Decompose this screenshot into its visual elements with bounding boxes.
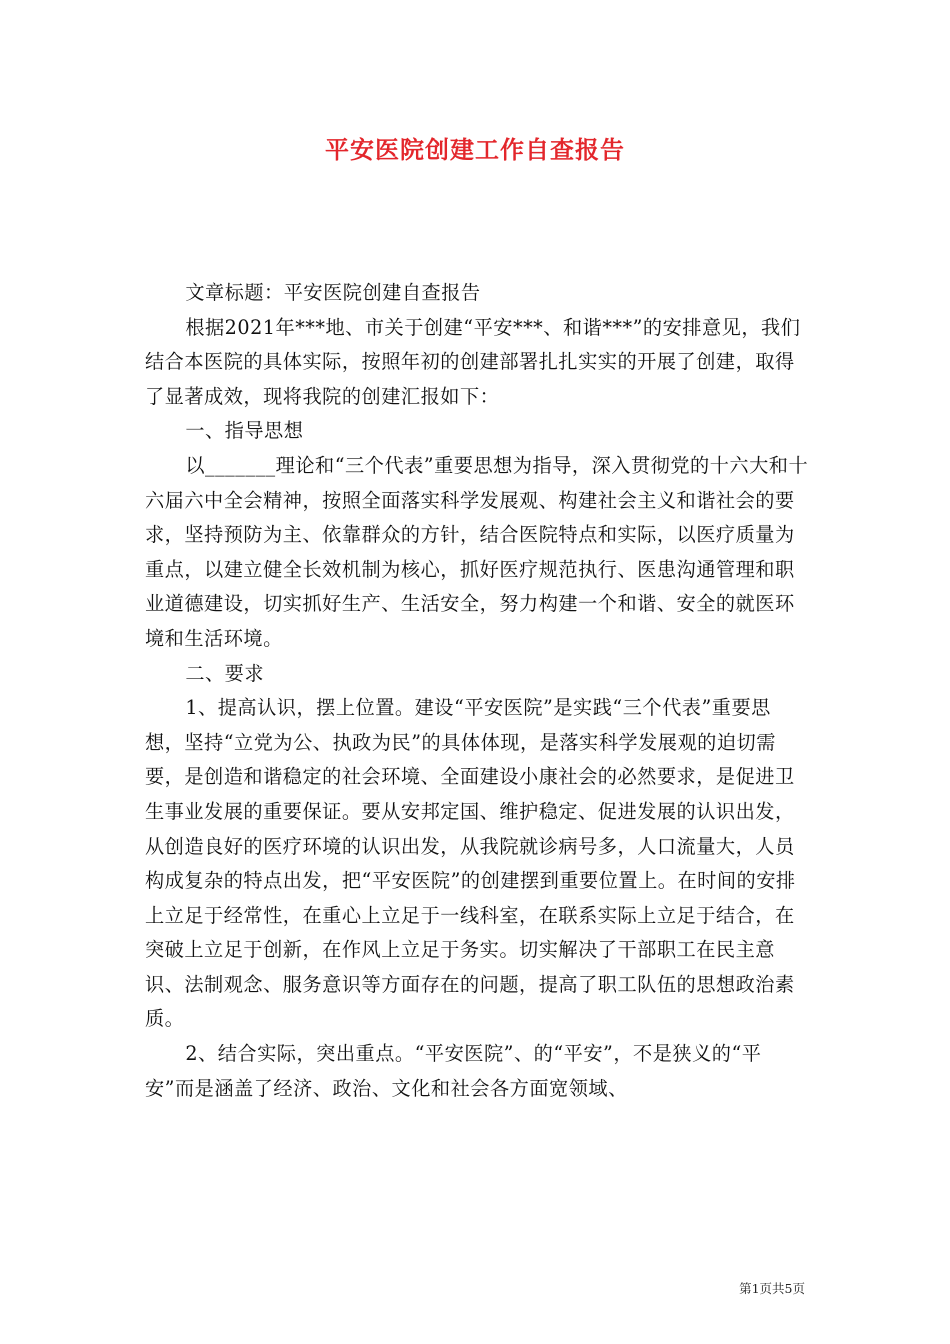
requirement-1-paragraph: 1、提高认识，摆上位置。建设“平安医院”是实践“三个代表”重要思想，坚持“立党为公、执政为民”的具体体现，是落实科学发展观的迫切需要，是创造和谐稳定的社会环境、全面建设小康社会的必然要求，是促进卫生事业发展的重要保证。要从安邦定国、维护稳定、促进发展的认识出发，从创造良好的医疗环境的认识出发，从我院就诊病号多，人口流量大，人员构成复杂的特点出发，把“平安医院”的创建摆到重要位置上。在时间的安排上立足于经常性，在重心上立足于一线科室，在联系实际上立足于结合，在突破上立足于创新，在作风上立足于务实。切实解决了干部职工在民主意识、法制观念、服务意识等方面存在的问题，提高了职工队伍的思想政治素质。 — [145, 696, 796, 1031]
section-heading-guiding-ideology: 一、指导思想 — [185, 419, 304, 443]
requirement-2-paragraph: 2、结合实际，突出重点。“平安医院”、的“平安”，不是狭义的“平安”而是涵盖了经济、政治、文化和社会各方面宽领域、 — [145, 1042, 762, 1100]
section-heading-requirements: 二、要求 — [185, 661, 265, 685]
article-title-line: 文章标题：平安医院创建自查报告 — [185, 281, 481, 304]
intro-paragraph: 根据2021年***地、市关于创建“平安***、和谐***”的安排意见，我们结合本医院的具体实际，按照年初的创建部署扎扎实实的开展了创建，取得了显著成效，现将我院的创建汇报如下： — [145, 315, 801, 408]
document-body — [145, 276, 810, 1106]
guiding-ideology-paragraph: 以_______理论和“三个代表”重要思想为指导，深入贯彻党的十六大和十六届六中全会精神，按照全面落实科学发展观、构建社会主义和谐社会的要求，坚持预防为主、依靠群众的方针，结合医院特点和实际，以医疗质量为重点，以建立健全长效机制为核心，抓好医疗规范执行、医患沟通管理和职业道德建设，切实抓好生产、生活安全，努力构建一个和谐、安全的就医环境和生活环境。 — [145, 453, 809, 650]
document-title: 平安医院创建工作自查报告 — [325, 135, 625, 164]
page-number: 第1页共5页 — [739, 1281, 805, 1296]
